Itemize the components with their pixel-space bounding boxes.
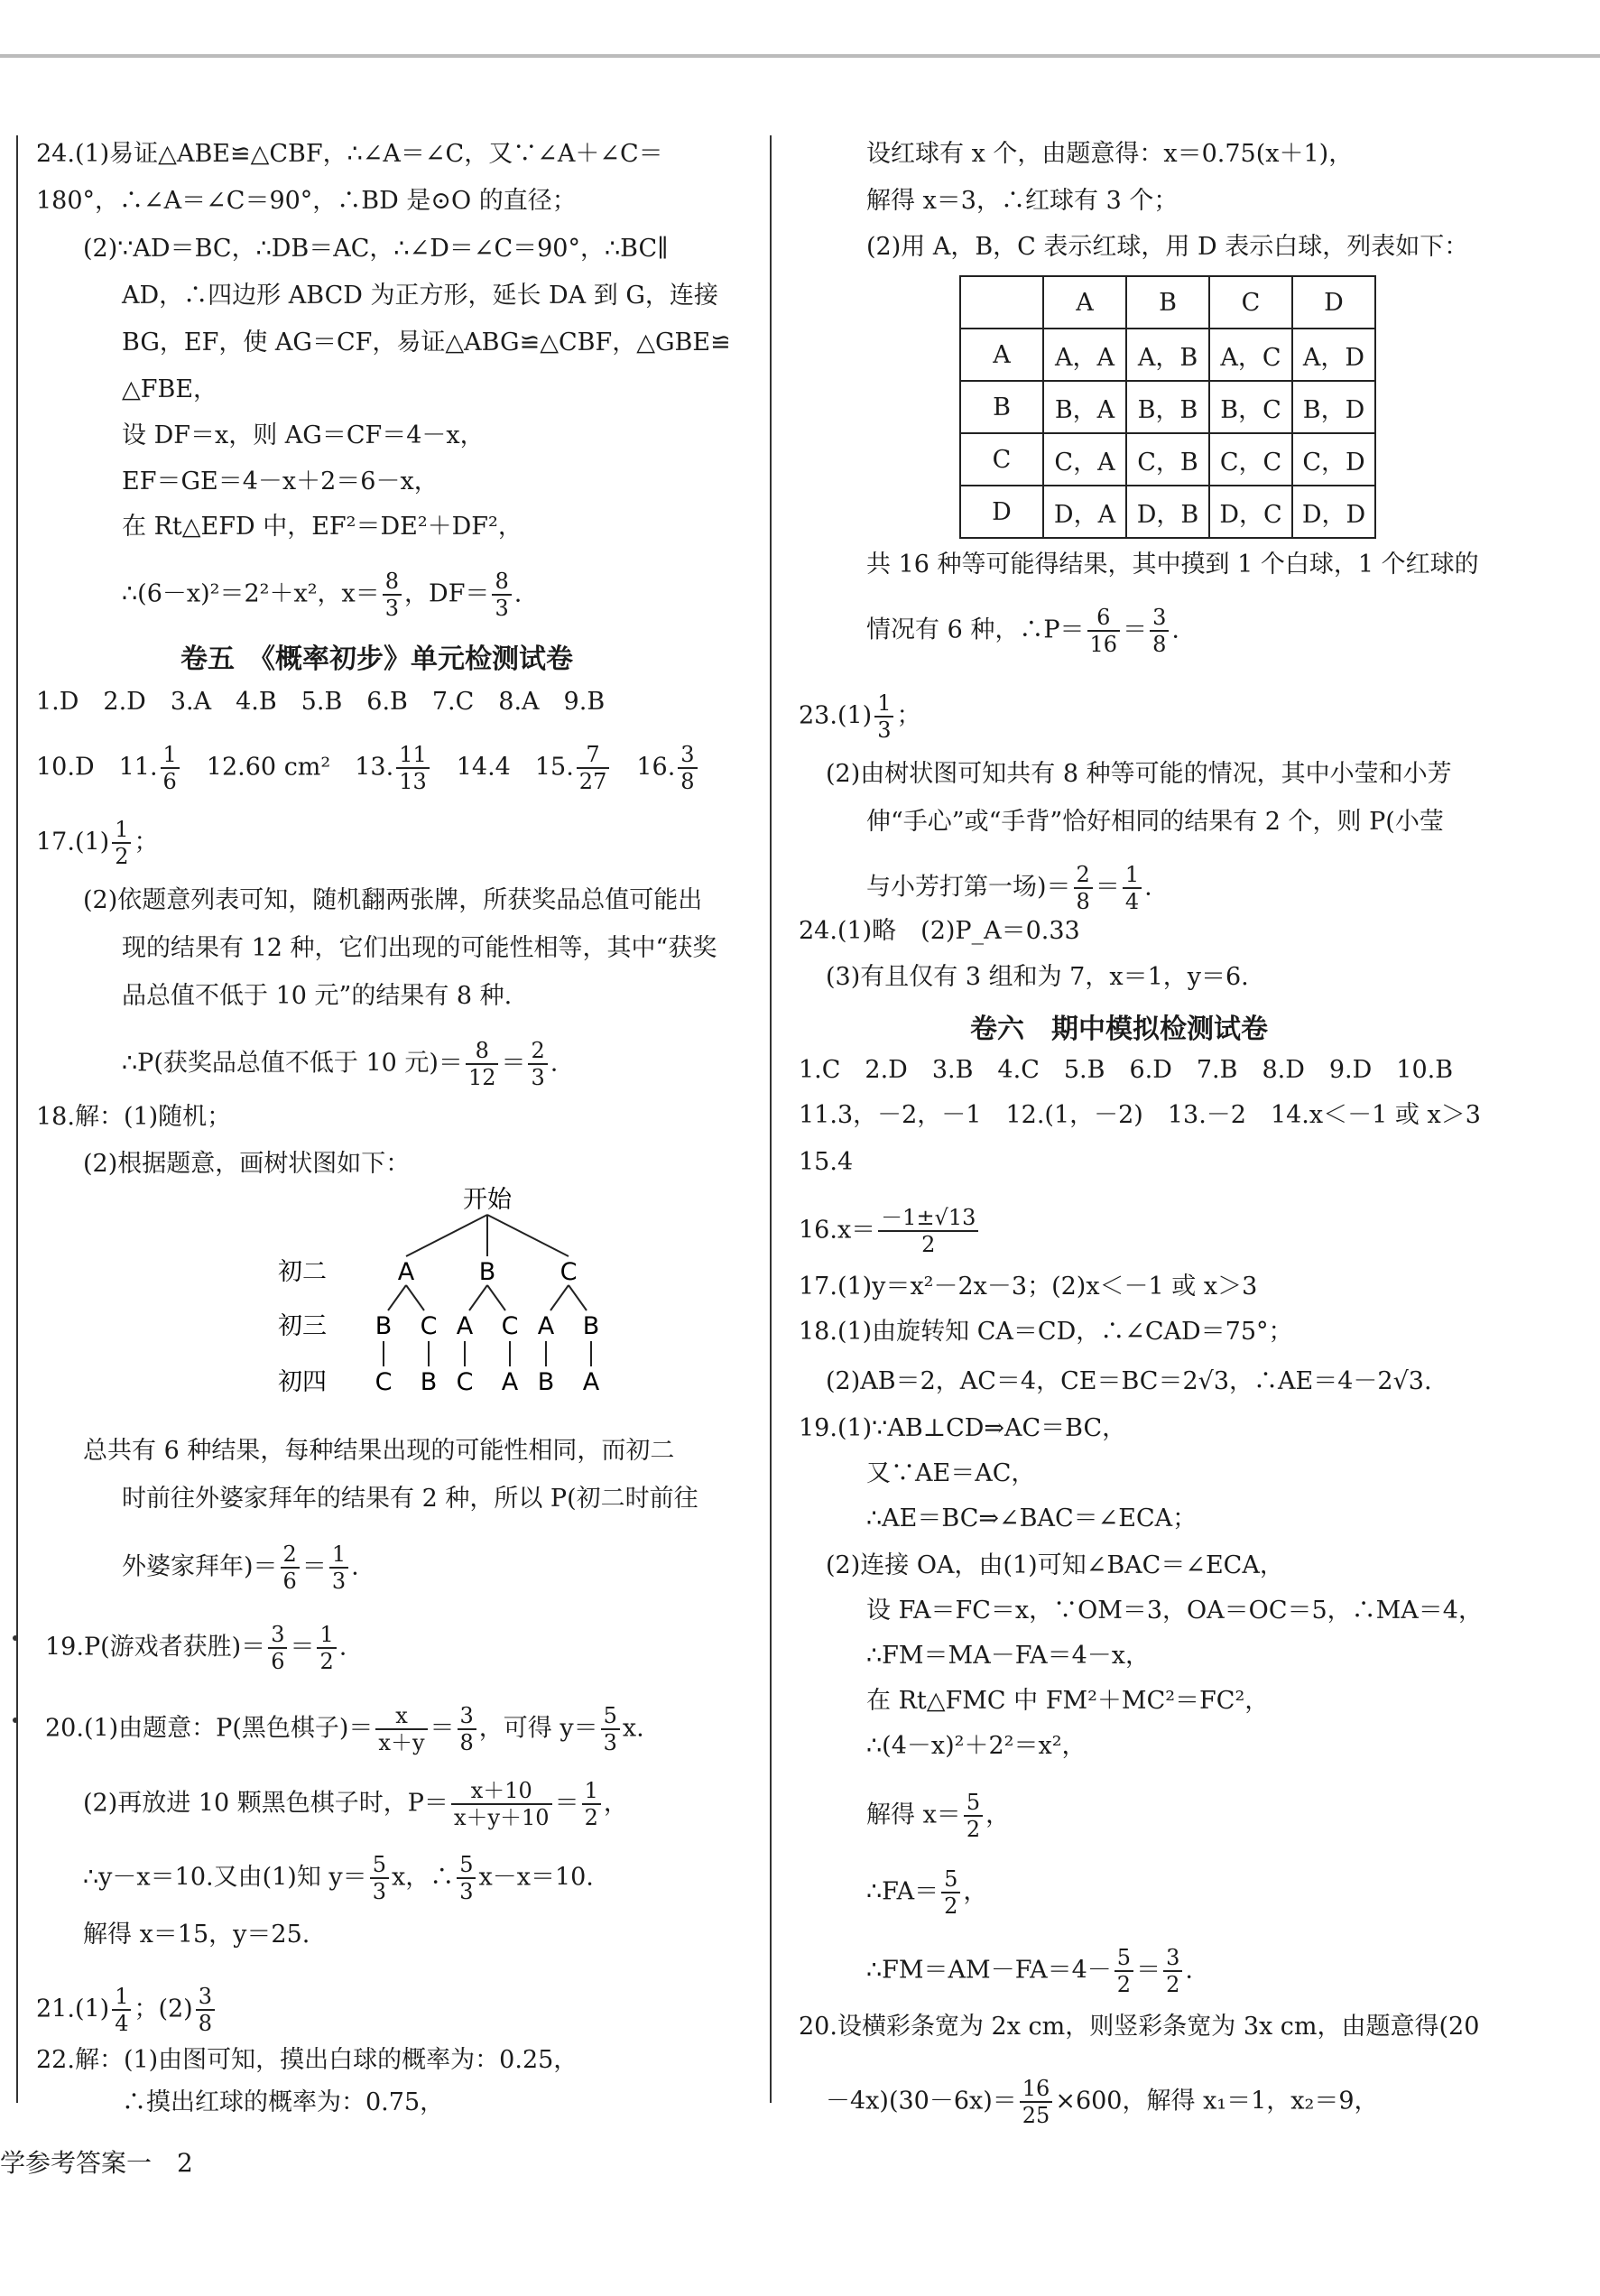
q24-2-line8 (122, 569, 522, 621)
tree-l1-node: C (560, 1258, 578, 1286)
numerator: －1±√13 (878, 1205, 978, 1232)
numerator: 5 (370, 1852, 389, 1879)
text: 外婆家拜年)＝ (122, 1552, 278, 1581)
q20-4: 解得 x＝15，y＝25. (83, 1921, 310, 1949)
mc-row2 (36, 742, 700, 794)
q19-right-line3: ∴AE＝BC⇒∠BAC＝∠ECA； (866, 1504, 1198, 1532)
text: ×600，解得 x₁＝1，x₂＝9， (1055, 2087, 1379, 2115)
q23-1: 23.(1) $\frac{1}{3}$ ； (799, 690, 921, 743)
table-cell: D，B (1126, 486, 1209, 538)
q17-right: 17.(1)y＝x²－2x－3；(2)x＜－1 或 x＞3 (799, 1273, 1258, 1301)
q24-1-line1: 24.(1)易证△ABE≌△CBF，∴∠A＝∠C，又∵∠A＋∠C＝ (36, 140, 663, 168)
numerator: x＋10 (451, 1778, 552, 1805)
table-cell: B，D (1292, 381, 1375, 433)
denominator: 6 (282, 1569, 297, 1594)
fraction (1150, 605, 1169, 657)
denominator: 8 (198, 2011, 212, 2036)
q19-right-line2: 又∵AE＝AC， (866, 1459, 1036, 1487)
text: ； (134, 828, 159, 856)
numerator: 2 (1074, 862, 1093, 889)
fraction (941, 1866, 960, 1919)
table-cell (960, 276, 1043, 329)
table-row (960, 329, 1375, 381)
denominator: 3 (384, 596, 400, 621)
fraction (451, 1778, 552, 1830)
numerator: 2 (281, 1541, 300, 1569)
tree-edge (487, 1285, 505, 1310)
q23-2-line2: 伸“手心”或“手背”恰好相同的结果有 2 个，则 P(小莹 (866, 808, 1444, 836)
mc6-row2: 11.3，－2，－1 12.(1，－2) 13.－2 14.x＜－1 或 x＞3 (799, 1101, 1481, 1129)
q22-2: ∴摸出红球的概率为：0.75， (122, 2088, 445, 2116)
fraction (1020, 2076, 1053, 2128)
fraction (582, 1778, 601, 1830)
q23-2-line3: 与小芳打第一场)＝ $\frac{2}{8}$ ＝ $\frac{1}{4}$ . (866, 862, 1152, 914)
table-cell: A，B (1126, 329, 1209, 381)
table-row (960, 433, 1375, 486)
fraction (1163, 1945, 1182, 1997)
table-cell: B，B (1126, 381, 1209, 433)
denominator: 2 (584, 1805, 598, 1830)
denominator: 25 (1022, 2103, 1050, 2128)
q20-right-line1: 20.设横彩条宽为 2x cm，则竖彩条宽为 3x cm，由题意得(20 (799, 2013, 1480, 2041)
fraction (112, 1984, 131, 2036)
denominator: 2 (1116, 1972, 1132, 1997)
table-cell: A (960, 329, 1043, 381)
fraction (1123, 862, 1142, 914)
numerator: 2 (528, 1038, 547, 1065)
denominator: 8 (459, 1730, 474, 1755)
denominator: 12 (467, 1065, 496, 1090)
q20-right-line2 (826, 2076, 1379, 2128)
text: . (513, 579, 523, 608)
tree-l2-node: A (456, 1312, 474, 1340)
fraction (874, 690, 893, 743)
denominator: 2 (921, 1232, 936, 1257)
q19-right-line8: ∴(4－x)²＋2²＝x²， (866, 1732, 1087, 1760)
q22-1: 22.解：(1)由图可知，摸出白球的概率为：0.25， (36, 2046, 578, 2074)
table-cell: D (1292, 276, 1375, 329)
section6-title: 卷六 期中模拟检测试卷 (970, 1014, 1268, 1045)
q19-right-line7: 在 Rt△FMC 中 FM²＋MC²＝FC²， (866, 1687, 1270, 1715)
q18-3-line3: 外婆家拜年)＝ $\frac{2}{6}$ ＝ $\frac{1}{3}$ . (122, 1541, 359, 1594)
q19-right-line5: 设 FA＝FC＝x，∵OM＝3，OA＝OC＝5，∴MA＝4， (866, 1597, 1483, 1625)
text: (2)再放进 10 颗黑色棋子时，P＝ (83, 1789, 449, 1818)
q18-2: (2)根据题意，画树状图如下： (83, 1150, 411, 1178)
tree-edge (406, 1215, 487, 1256)
probability-tree-diagram (262, 1182, 731, 1417)
table-cell: C，D (1292, 433, 1375, 486)
table-cell: C，A (1043, 433, 1126, 486)
q18-3-line1: 总共有 6 种结果，每种结果出现的可能性相同，而初二 (83, 1437, 675, 1465)
table-row (960, 486, 1375, 538)
q16 (799, 1205, 981, 1257)
q19-right-line1: 19.(1)∵AB⊥CD⇒AC＝BC， (799, 1414, 1127, 1442)
text: 10.D 11. (36, 753, 158, 782)
numerator: 8 (383, 569, 402, 596)
denominator: 3 (877, 718, 892, 743)
text: 12.60 cm² 13. (181, 753, 394, 782)
numerator: 3 (678, 742, 697, 769)
numerator: 1 (317, 1622, 336, 1649)
column-divider (770, 135, 772, 2103)
table-cell: D，D (1292, 486, 1375, 538)
tree-label-grade2: 初二 (278, 1258, 327, 1286)
fraction (375, 1703, 427, 1755)
text: ， (985, 1801, 1011, 1829)
tree-edge (487, 1215, 569, 1256)
q20-2: (2)再放进 10 颗黑色棋子时，P＝ $\frac{x+10}{x+y+10}$ ＝ $\frac{1}{2}$ ， (83, 1778, 628, 1830)
tree-label-grade4: 初四 (278, 1368, 327, 1396)
numerator: 1 (582, 1778, 601, 1805)
tree-l2-node: B (582, 1312, 600, 1340)
denominator: 6 (271, 1649, 285, 1674)
r-line4: 共 16 种等可能得结果，其中摸到 1 个白球，1 个红球的 (866, 551, 1479, 579)
q23-2-line1: (2)由树状图可知共有 8 种等可能的情况，其中小莹和小芳 (826, 760, 1452, 788)
denominator: 4 (1124, 889, 1140, 914)
text: x. (622, 1714, 644, 1743)
table-cell: A，A (1043, 329, 1126, 381)
table-cell: C (1209, 276, 1292, 329)
numerator: 5 (1114, 1945, 1133, 1972)
q19-right-line9 (866, 1790, 1010, 1842)
q24-2-line7: 在 Rt△EFD 中，EF²＝DE²＋DF²， (122, 513, 523, 541)
denominator: 27 (578, 769, 607, 794)
fraction (396, 742, 430, 794)
text: ∴P(获奖品总值不低于 10 元)＝ (122, 1049, 463, 1078)
q24-1-line2: 180°，∴∠A＝∠C＝90°，∴BD 是⊙O 的直径； (36, 187, 577, 215)
numerator: 5 (457, 1852, 476, 1879)
text: 16. (612, 753, 676, 782)
tree-l3-node: C (375, 1368, 393, 1396)
numerator: 5 (941, 1866, 960, 1893)
tree-l1-node: B (478, 1258, 496, 1286)
numerator: 5 (601, 1703, 620, 1730)
text: ；(2) (134, 1995, 193, 2023)
denominator: 2 (944, 1893, 958, 1919)
q24-2-line6: EF＝GE＝4－x＋2＝6－x， (122, 468, 439, 495)
fraction (370, 1852, 389, 1904)
numerator: 8 (466, 1038, 499, 1065)
fraction (1074, 862, 1093, 914)
table-cell: A，D (1292, 329, 1375, 381)
table-cell: A (1043, 276, 1126, 329)
denominator: 8 (1152, 632, 1167, 657)
text: ∴FA＝ (866, 1877, 939, 1906)
text: ∴y－x＝10.又由(1)知 y＝ (83, 1863, 367, 1892)
q19-right-line4: (2)连接 OA，由(1)可知∠BAC＝∠ECA， (826, 1551, 1284, 1579)
text: 解得 x＝ (866, 1801, 961, 1829)
table-row (960, 381, 1375, 433)
denominator: 16 (1089, 632, 1118, 657)
fraction (329, 1541, 348, 1594)
text: 20.(1)由题意：P(黑色棋子)＝ (45, 1714, 374, 1743)
fraction (964, 1790, 983, 1842)
mc6-row3: 15.4 (799, 1148, 854, 1176)
text: 16.x＝ (799, 1216, 876, 1245)
text: x，∴ (391, 1863, 455, 1892)
q19-right-line6: ∴FM＝MA－FA＝4－x， (866, 1642, 1150, 1670)
fraction (466, 1038, 499, 1090)
numerator: 3 (1163, 1945, 1182, 1972)
numerator: 1 (161, 742, 180, 769)
table-cell: B (1126, 276, 1209, 329)
tree-label-grade3: 初三 (278, 1312, 327, 1340)
fraction (528, 1038, 547, 1090)
q24-2-line1: (2)∵AD＝BC，∴DB＝AC，∴∠D＝∠C＝90°，∴BC∥ (83, 235, 669, 263)
q20-3 (83, 1852, 594, 1904)
numerator: 8 (492, 569, 511, 596)
fraction (281, 1541, 300, 1594)
denominator: 3 (459, 1879, 474, 1904)
numerator: 5 (964, 1790, 983, 1817)
tree-edge (388, 1285, 406, 1310)
r-line1: 设红球有 x 个，由题意得：x＝0.75(x＋1)， (866, 140, 1354, 168)
text: －4x)(30－6x)＝ (826, 2087, 1017, 2115)
tree-root: 开始 (463, 1186, 512, 1214)
fraction (196, 1984, 215, 2036)
fraction (458, 1703, 476, 1755)
numerator: 1 (874, 690, 893, 718)
table-header-row (960, 276, 1375, 329)
r-line3: (2)用 A，B，C 表示红球，用 D 表示白球，列表如下： (866, 233, 1469, 261)
tree-l1-node: A (397, 1258, 415, 1286)
numerator: 1 (112, 817, 131, 844)
q24-2-line5: 设 DF＝x，则 AG＝CF＝4－x， (122, 421, 485, 449)
tree-l3-node: A (582, 1368, 600, 1396)
q17-2-line2: 现的结果有 12 种，它们出现的可能性相等，其中“获奖 (122, 934, 717, 962)
denominator: 13 (399, 769, 427, 794)
numerator: 3 (458, 1703, 476, 1730)
text: 21.(1) (36, 1995, 110, 2023)
denominator: 2 (319, 1649, 334, 1674)
numerator: 16 (1020, 2076, 1053, 2103)
numerator: 1 (329, 1541, 348, 1569)
numerator: 7 (577, 742, 610, 769)
q19-right-line11: ∴FM＝AM－FA＝4－ $\frac{5}{2}$ ＝ $\frac{3}{2}$ . (866, 1945, 1193, 1997)
text: ， (963, 1877, 988, 1906)
numerator: 3 (196, 1984, 215, 2011)
fraction (678, 742, 697, 794)
tree-edge (569, 1285, 587, 1310)
fraction (383, 569, 402, 621)
q24-2-line2: AD，∴四边形 ABCD 为正方形，延长 DA 到 G，连接 (122, 282, 718, 310)
table-cell: D (960, 486, 1043, 538)
table-cell: D，A (1043, 486, 1126, 538)
tree-l2-node: C (501, 1312, 519, 1340)
q24-right-line1: 24.(1)略 (2)P_A＝0.33 (799, 917, 1080, 945)
q24-right-line2: (3)有且仅有 3 组和为 7，x＝1，y＝6. (826, 963, 1249, 991)
fraction (112, 817, 131, 869)
q19-right-line10 (866, 1866, 987, 1919)
denominator: 2 (1166, 1972, 1180, 1997)
fraction (317, 1622, 336, 1674)
q20-1: 20.(1)由题意：P(黑色棋子)＝ $\frac{x}{x+y}$ ＝ $\frac{3}{8}$ ，可得 y＝ $\frac{5}{3}$ x. (45, 1703, 644, 1755)
tree-edge (469, 1285, 487, 1310)
section5-title: 卷五 《概率初步》单元检测试卷 (180, 643, 573, 675)
numerator: 1 (112, 1984, 131, 2011)
table-cell: A，C (1209, 329, 1292, 381)
denominator: 6 (162, 769, 177, 794)
denominator: 4 (115, 2011, 129, 2036)
q18-right-line2: (2)AB＝2，AC＝4，CE＝BC＝2√3，∴AE＝4－2√3. (826, 1367, 1432, 1395)
table-cell: D，C (1209, 486, 1292, 538)
text: ∴(6－x)²＝2²＋x²，x＝ (122, 579, 380, 608)
left-margin-rule (16, 135, 18, 2103)
fraction (1114, 1945, 1133, 1997)
q24-2-line3: BG，EF，使 AG＝CF，易证△ABG≌△CBF，△GBE≌ (122, 329, 731, 356)
q17-2-line4: ∴P(获奖品总值不低于 10 元)＝ $\frac{8}{12}$ ＝ $\frac{2}{3}$ . (122, 1038, 559, 1090)
numerator: 3 (268, 1622, 287, 1649)
text: 17.(1) (36, 828, 110, 856)
tree-l2-node: C (420, 1312, 438, 1340)
denominator: 3 (603, 1730, 617, 1755)
numerator: x (375, 1703, 427, 1730)
q17-2-line3: 品总值不低于 10 元”的结果有 8 种. (122, 982, 513, 1010)
q18-right-line1: 18.(1)由旋转知 CA＝CD，∴∠CAD＝75°； (799, 1318, 1293, 1346)
fraction (878, 1205, 978, 1257)
denominator: 2 (115, 844, 129, 869)
margin-dot (13, 1635, 18, 1641)
mc6-row1: 1.C 2.D 3.B 4.C 5.B 6.D 7.B 8.D 9.D 10.B (799, 1056, 1454, 1084)
q17-2-line1: (2)依题意列表可知，随机翻两张牌，所获奖品总值可能出 (83, 886, 703, 914)
tree-l3-node: A (501, 1368, 519, 1396)
table-cell: B (960, 381, 1043, 433)
table-cell: B，C (1209, 381, 1292, 433)
denominator: x＋y＋10 (453, 1805, 550, 1830)
table-cell: C，C (1209, 433, 1292, 486)
margin-dot (13, 1717, 18, 1723)
fraction (492, 569, 511, 621)
denominator: 3 (531, 1065, 545, 1090)
q18-1: 18.解：(1)随机； (36, 1103, 232, 1131)
tree-l3-node: B (537, 1368, 555, 1396)
numerator: 6 (1087, 605, 1121, 632)
denominator: 3 (331, 1569, 347, 1594)
top-rule (0, 54, 1600, 58)
denominator: 3 (372, 1879, 386, 1904)
mc-row1: 1.D 2.D 3.A 4.B 5.B 6.B 7.C 8.A 9.B (36, 688, 606, 716)
text: 与小芳打第一场)＝ (866, 873, 1071, 902)
text: 19.P(游戏者获胜)＝ (45, 1633, 266, 1662)
text: x－x＝10. (478, 1863, 594, 1892)
numerator: 3 (1150, 605, 1169, 632)
q19: 19.P(游戏者获胜)＝ $\frac{3}{6}$ ＝ $\frac{1}{2}$ . (45, 1622, 347, 1674)
numerator: 11 (396, 742, 430, 769)
text: 23.(1) (799, 701, 873, 730)
q18-3-line2: 时前往外婆家拜年的结果有 2 种，所以 P(初二时前往 (122, 1485, 698, 1513)
denominator: 8 (1076, 889, 1090, 914)
tree-edge (550, 1285, 569, 1310)
q17-1 (36, 817, 158, 869)
denominator: 3 (495, 596, 509, 621)
tree-l3-node: C (456, 1368, 474, 1396)
r-line2: 解得 x＝3，∴红球有 3 个； (866, 187, 1179, 215)
fraction (1087, 605, 1121, 657)
tree-edge (406, 1285, 424, 1310)
fraction (457, 1852, 476, 1904)
fraction (268, 1622, 287, 1674)
text: ，可得 y＝ (478, 1714, 598, 1743)
tree-l2-node: B (375, 1312, 393, 1340)
q21 (36, 1984, 217, 2036)
denominator: x＋y (378, 1730, 425, 1755)
fraction (577, 742, 610, 794)
text: 情况有 6 种，∴P＝ (866, 616, 1085, 644)
table-cell: B，A (1043, 381, 1126, 433)
table-cell: C (960, 433, 1043, 486)
fraction (161, 742, 180, 794)
text: ∴FM＝AM－FA＝4－ (866, 1956, 1112, 1985)
numerator: 1 (1123, 862, 1142, 889)
text: ，DF＝ (404, 579, 490, 608)
tree-l3-node: B (420, 1368, 438, 1396)
table-cell: C，B (1126, 433, 1209, 486)
q24-2-line4: △FBE， (122, 375, 218, 403)
outcome-table (959, 275, 1376, 539)
fraction (601, 1703, 620, 1755)
denominator: 2 (966, 1817, 981, 1842)
tree-l2-node: A (537, 1312, 555, 1340)
denominator: 8 (680, 769, 695, 794)
r-line5: 情况有 6 种，∴P＝ $\frac{6}{16}$ ＝ $\frac{3}{8}$ . (866, 605, 1179, 657)
page-footer: 学参考答案一 2 (0, 2148, 193, 2178)
text: 14.4 15. (431, 753, 574, 782)
